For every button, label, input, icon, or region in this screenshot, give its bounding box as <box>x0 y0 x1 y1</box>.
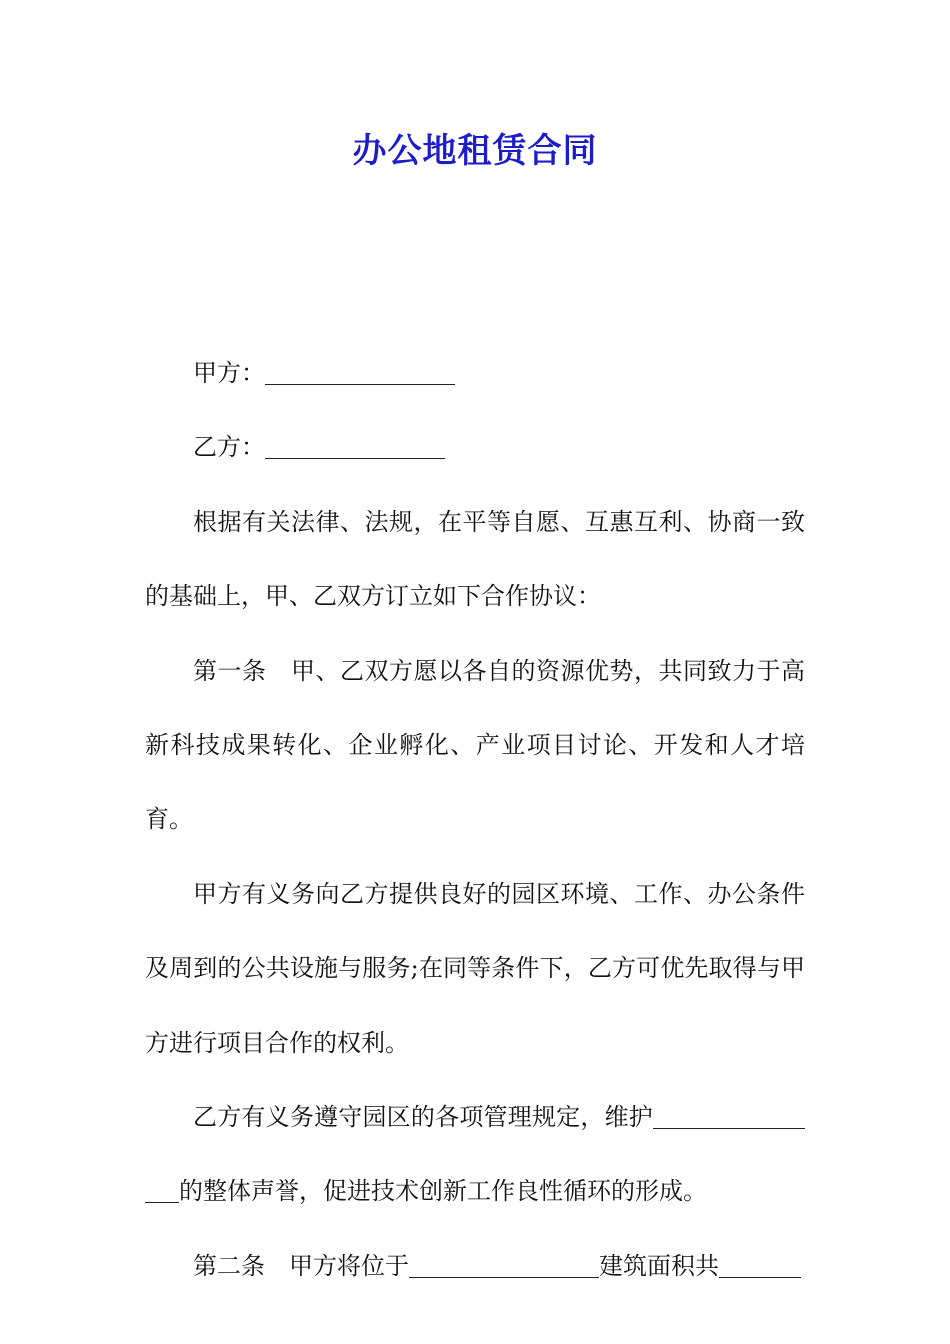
maintain-blank-1 <box>653 1108 805 1129</box>
article-1-paragraph: 第一条 甲、乙双方愿以各自的资源优势，共同致力于高新科技成果转化、企业孵化、产业项目讨论、开发和人才培育。 <box>145 656 805 834</box>
intro-paragraph: 根据有关法律、法规，在平等自愿、互惠互利、协商一致的基础上，甲、乙双方订立如下合作协议： <box>145 507 805 611</box>
party-a-line <box>145 336 805 410</box>
party-a-obligation-paragraph: 甲方有义务向乙方提供良好的园区环境、工作、办公条件及周到的公共设施与服务;在同等条件下，乙方可优先取得与甲方进行项目合作的权利。 <box>145 879 805 1057</box>
article-2-start: 第二条 甲方将位于 <box>193 1251 409 1280</box>
party-b-obligation-start: 乙方有义务遵守园区的各项管理规定，维护 <box>193 1103 653 1132</box>
party-b-line <box>145 410 805 484</box>
party-b-obligation-end: 的整体声誉，促进技术创新工作良性循环的形成。 <box>179 1177 707 1206</box>
maintain-blank-2 <box>145 1182 179 1203</box>
party-b-blank <box>265 438 445 459</box>
location-blank <box>409 1257 599 1278</box>
document-body <box>145 336 805 1303</box>
party-b-obligation-paragraph <box>145 1080 805 1229</box>
article-2-mid: 建筑面积共 <box>599 1251 719 1280</box>
document-title: 办公地租赁合同 <box>352 131 598 171</box>
party-a-label: 甲方： <box>193 359 265 387</box>
article-2-paragraph <box>145 1229 805 1303</box>
area-blank <box>719 1257 801 1278</box>
party-a-blank <box>265 364 455 385</box>
party-b-label: 乙方： <box>193 433 265 462</box>
